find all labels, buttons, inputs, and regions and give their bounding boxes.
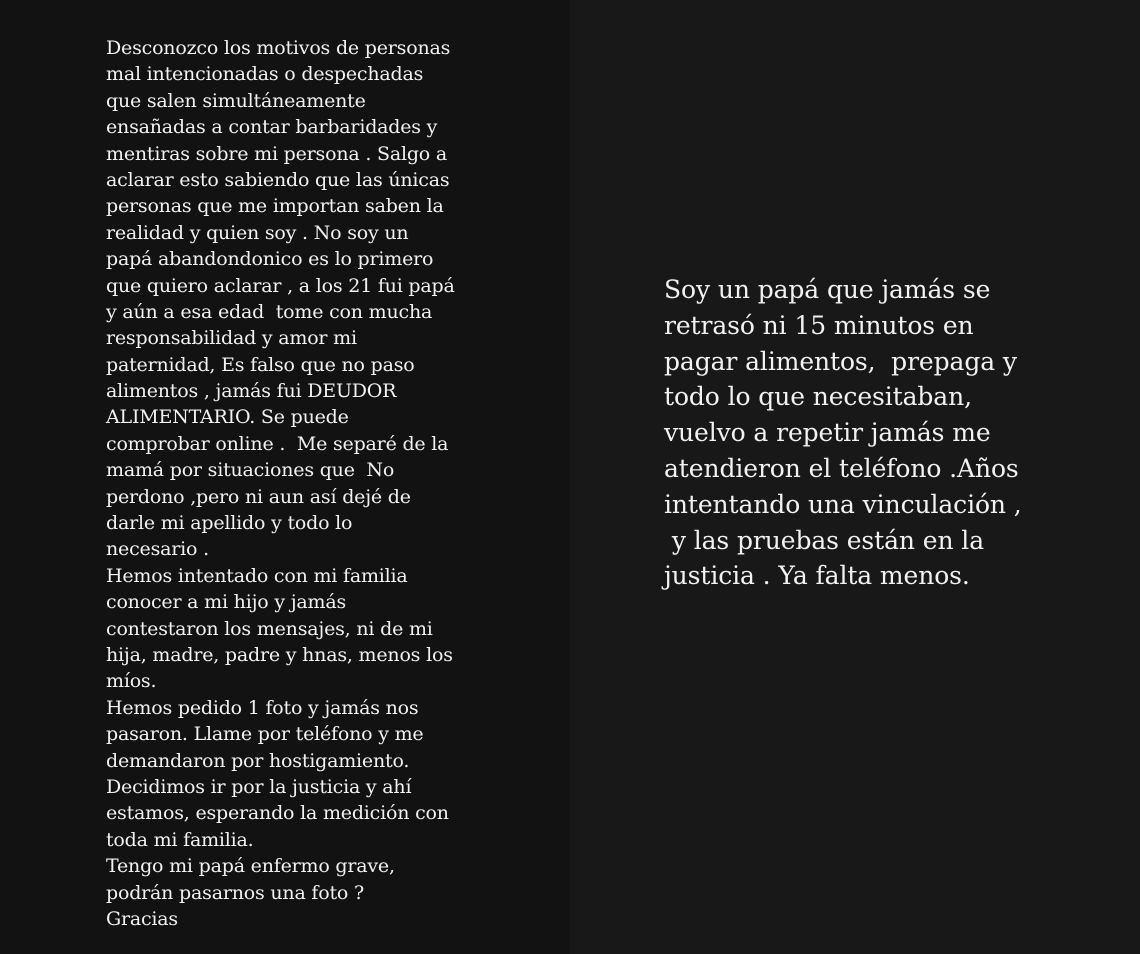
story-text-line: Hemos pedido 1 foto y jamás nos <box>106 696 419 719</box>
story-text-line: darle mi apellido y todo lo <box>106 512 353 535</box>
right-story-text <box>664 272 1104 594</box>
story-text-line: atendieron el teléfono .Años <box>664 453 1019 483</box>
story-text-line: retrasó ni 15 minutos en <box>664 310 974 340</box>
story-text-line: pagar alimentos, prepaga y <box>664 346 1017 376</box>
story-text-line: y las pruebas están en la <box>664 525 984 555</box>
story-text-line: Desconozco los motivos de personas <box>106 37 451 59</box>
story-text-line: perdono ,pero ni aun así dejé de <box>106 485 411 508</box>
story-text-line: ALIMENTARIO. Se puede <box>106 406 349 429</box>
story-text-line: intentando una vinculación , <box>664 489 1022 519</box>
story-text-line: podrán pasarnos una foto ? <box>106 881 364 904</box>
story-text-line: Tengo mi papá enfermo grave, <box>106 855 395 878</box>
story-text-line: que salen simultáneamente <box>106 89 366 112</box>
story-text-line: hija, madre, padre y hnas, menos los <box>106 643 453 666</box>
story-text-line: pasaron. Llame por teléfono y me <box>106 723 424 746</box>
story-text-line: contestaron los mensajes, ni de mi <box>106 617 433 640</box>
story-text-line: realidad y quien soy . No soy un <box>106 221 409 244</box>
story-text-line: alimentos , jamás fui DEUDOR <box>106 380 397 403</box>
story-text-line: míos. <box>106 670 157 693</box>
story-text-line: ensañadas a contar barbaridades y <box>106 116 438 139</box>
story-text-line: necesario . <box>106 538 209 561</box>
story-text-line: conocer a mi hijo y jamás <box>106 591 347 614</box>
story-text-line: demandaron por hostigamiento. <box>106 749 410 772</box>
story-text-line: Soy un papá que jamás se <box>664 275 991 304</box>
story-text-line: papá abandondonico es lo primero <box>106 248 434 271</box>
story-text-line: personas que me importan saben la <box>106 195 444 218</box>
story-text-line: justicia . Ya falta menos. <box>664 561 970 591</box>
story-text-line: Decidimos ir por la justicia y ahí <box>106 775 412 798</box>
story-text-line: comprobar online . Me separé de la <box>106 432 449 455</box>
story-text-line: Gracias <box>106 907 178 930</box>
story-text-line: y aún a esa edad tome con mucha <box>106 300 433 323</box>
story-text-line: responsabilidad y amor mi <box>106 327 357 350</box>
story-text-line: vuelvo a repetir jamás me <box>664 418 991 448</box>
story-text-line: aclarar esto sabiendo que las únicas <box>106 168 450 191</box>
story-text-line: Hemos intentado con mi familia <box>106 564 408 587</box>
story-text-line: paternidad, Es falso que no paso <box>106 353 415 376</box>
story-text-line: mamá por situaciones que No <box>106 459 395 482</box>
left-story-text <box>106 35 546 932</box>
story-text-line: mal intencionadas o despechadas <box>106 63 424 86</box>
story-text-line: mentiras sobre mi persona . Salgo a <box>106 142 448 165</box>
story-text-line: todo lo que necesitaban, <box>664 382 972 412</box>
story-text-line: toda mi familia. <box>106 828 254 851</box>
story-text-line: que quiero aclarar , a los 21 fui papá <box>106 274 455 297</box>
story-text-line: estamos, esperando la medición con <box>106 802 449 825</box>
